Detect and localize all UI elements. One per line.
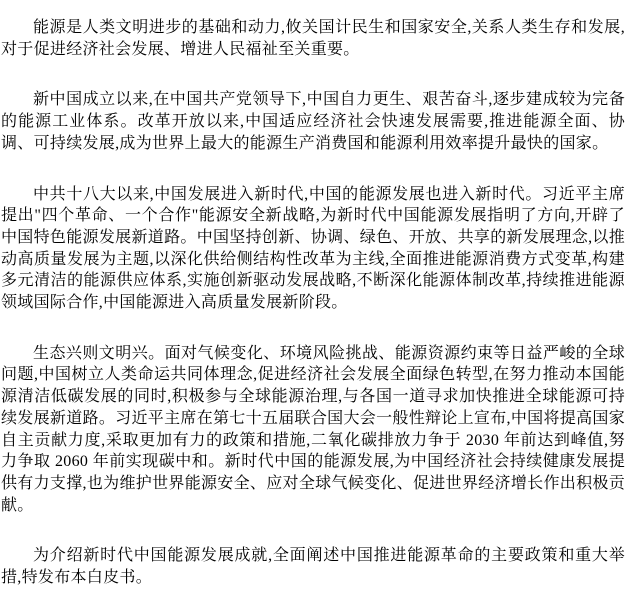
paragraph-intro-energy-importance: 能源是人类文明进步的基础和动力,攸关国计民生和国家安全,关系人类生存和发展,对于促进经济社会发展、增进人民福祉至关重要。: [1, 19, 625, 58]
paragraph-whitepaper-purpose: 为介绍新时代中国能源发展成就,全面阐述中国推进能源革命的主要政策和重大举措,特发布本白皮书。: [1, 547, 625, 587]
paragraph-18th-congress-new-era: 中共十八大以来,中国发展进入新时代,中国的能源发展也进入新时代。习近平主席提出"四个革命、一个合作"能源安全新战略,为新时代中国能源发展指明了方向,开辟了中国特色能源发展新道路。中国坚持创新、协调、绿色、开放、共享的新发展理念,以推动高质量发展为主题,以深化供给侧结构性改革为主线,全面推进能源消费方式变革,构建多元清洁的能源供应体系,实施创新驱动发展战略,不断深化能源体制改革,持续推进能源领域国际合作,中国能源进入高质量发展新阶段。: [1, 185, 625, 312]
paragraph-ecology-carbon-goals: 生态兴则文明兴。面对气候变化、环境风险挑战、能源资源约束等日益严峻的全球问题,中国树立人类命运共同体理念,促进经济社会发展全面绿色转型,在努力推动本国能源清洁低碳发展的同时,积极参与全球能源治理,与各国一道寻求加快推进全球能源可持续发展新道路。习近平主席在第七十五届联合国大会一般性辩论上宣布,中国将提高国家自主贡献力度,采取更加有力的政策和措施,二氧化碳排放力争于 2030 年前达到峰值,努力争取 2060 年前实现碳中和。新时代中国的能源发展,为中国经济社会持续健康发展提供有力支撑,也为维护世界能源安全、应对全球气候变化、促进世界经济增长作出积极贡献。: [1, 344, 625, 514]
document-body: [1, 17, 625, 589]
paragraph-new-china-development: 新中国成立以来,在中国共产党领导下,中国自力更生、艰苦奋斗,逐步建成较为完备的能源工业体系。改革开放以来,中国适应经济社会快速发展需要,推进能源全面、协调、可持续发展,成为世界上最大的能源生产消费国和能源利用效率提升最快的国家。: [1, 91, 625, 152]
